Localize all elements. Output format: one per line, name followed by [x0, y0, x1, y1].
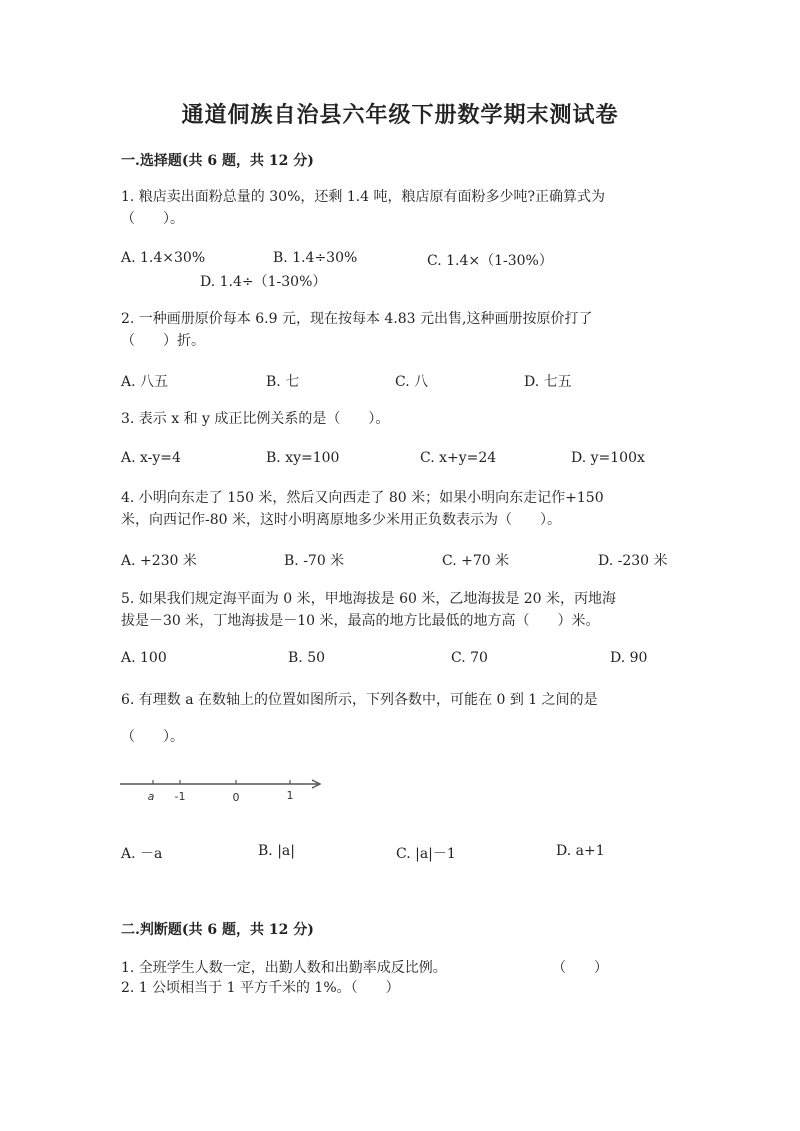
question-1-line2: （ ）。	[121, 211, 184, 227]
question-2-option-c: C. 八	[395, 374, 429, 390]
question-5-option-c: C. 70	[451, 650, 488, 666]
number-line-label-minus-1: -1	[174, 790, 186, 803]
question-3-option-b: B. xy=100	[266, 450, 340, 466]
number-line-label-0: 0	[232, 791, 240, 804]
question-5-option-a: A. 100	[121, 650, 167, 666]
judgement-1-text: 1. 全班学生人数一定，出勤人数和出勤率成反比例。	[121, 960, 447, 976]
question-2-option-b: B. 七	[266, 374, 300, 390]
section-heading-choice: 一.选择题(共 6 题，共 12 分)	[121, 153, 314, 169]
question-6-line1: 6. 有理数 a 在数轴上的位置如图所示，下列各数中，可能在 0 到 1 之间的是	[121, 692, 598, 708]
question-2-line2: （ ）折。	[121, 333, 205, 349]
question-4-option-d: D. -230 米	[598, 553, 668, 569]
question-3-option-d: D. y=100x	[571, 450, 645, 466]
judgement-2-text: 2. 1 公顷相当于 1 平方千米的 1%。（ ）	[121, 980, 400, 996]
question-2-option-a: A. 八五	[121, 374, 169, 390]
question-4-option-b: B. -70 米	[284, 553, 345, 569]
question-4-option-c: C. +70 米	[442, 553, 510, 569]
question-5-option-d: D. 90	[610, 650, 648, 666]
question-4-line2: 米，向西记作-80 米，这时小明离原地多少米用正负数表示为（ ）。	[121, 512, 561, 528]
question-1-option-b: B. 1.4÷30%	[273, 250, 358, 266]
judgement-1-paren: （ ）	[552, 960, 608, 976]
number-line-label-1: 1	[286, 789, 294, 802]
question-1-line1: 1. 粮店卖出面粉总量的 30%，还剩 1.4 吨，粮店原有面粉多少吨?正确算式为	[121, 189, 606, 205]
question-2-line1: 2. 一种画册原价每本 6.9 元，现在按每本 4.83 元出售,这种画册按原价打了	[121, 311, 593, 327]
question-6-option-c: C. |a|－1	[396, 846, 456, 862]
number-line-figure	[118, 768, 328, 808]
question-6-line2: （ ）。	[121, 729, 184, 745]
question-1-option-d: D. 1.4÷（1-30%）	[200, 274, 327, 290]
section-heading-judgement: 二.判断题(共 6 题，共 12 分)	[121, 922, 314, 938]
question-6-option-a: A. －a	[121, 846, 163, 862]
question-5-line2: 拔是－30 米，丁地海拔是－10 米，最高的地方比最低的地方高（ ）米。	[121, 613, 600, 629]
number-line-label-a: a	[147, 790, 155, 803]
question-6-option-b: B. |a|	[258, 843, 295, 859]
question-1-option-c: C. 1.4×（1-30%）	[427, 253, 553, 269]
question-3-line1: 3. 表示 x 和 y 成正比例关系的是（ ）。	[121, 411, 390, 427]
question-4-option-a: A. +230 米	[121, 553, 197, 569]
question-6-option-d: D. a+1	[556, 843, 605, 859]
question-3-option-a: A. x-y=4	[121, 450, 181, 466]
question-1-option-a: A. 1.4×30%	[121, 250, 206, 266]
question-5-option-b: B. 50	[288, 650, 326, 666]
question-2-option-d: D. 七五	[524, 374, 572, 390]
question-4-line1: 4. 小明向东走了 150 米，然后又向西走了 80 米；如果小明向东走记作+150	[121, 490, 604, 506]
page-title: 通道侗族自治县六年级下册数学期末测试卷	[181, 102, 619, 128]
question-3-option-c: C. x+y=24	[420, 450, 497, 466]
question-5-line1: 5. 如果我们规定海平面为 0 米，甲地海拔是 60 米，乙地海拔是 20 米，丙地海	[121, 591, 617, 607]
